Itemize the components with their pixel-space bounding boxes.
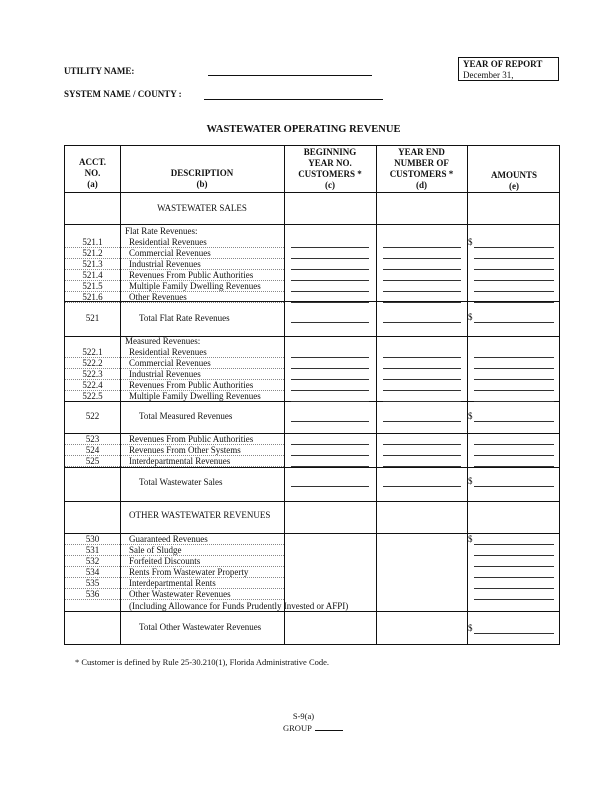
other-536-continued: (Including Allowance for Funds Prudently Invested or AFPI) (129, 601, 349, 611)
flat-rate-row-acct: 521.1 (82, 237, 103, 247)
utility-name-field[interactable] (208, 75, 372, 76)
system-name-field[interactable] (204, 99, 383, 100)
other-revenue-row-desc: Interdepartmental Rents (129, 578, 216, 588)
other-sales-row-desc: Interdepartmental Revenues (129, 456, 231, 466)
entry-field-e[interactable] (474, 280, 554, 281)
other-sales-row-acct: 525 (85, 456, 100, 466)
entry-field-c[interactable] (291, 269, 369, 270)
flat-rate-row-desc: Revenues From Public Authorities (129, 270, 254, 280)
entry-field-e[interactable] (474, 633, 554, 634)
flat-rate-row-acct: 521.5 (82, 281, 103, 291)
entry-field-d[interactable] (383, 322, 461, 323)
flat-rate-row-acct: 521.3 (82, 259, 103, 269)
entry-field-e[interactable] (474, 269, 554, 270)
entry-field-c[interactable] (291, 486, 369, 487)
entry-field-c[interactable] (291, 466, 369, 467)
measured-row-acct: 522.3 (82, 369, 103, 379)
acct-522: 522 (85, 411, 100, 421)
total-wastewater-sales-label: Total Wastewater Sales (139, 477, 223, 487)
other-revenue-row-acct: 531 (85, 545, 100, 555)
entry-field-e[interactable] (474, 466, 554, 467)
flat-rate-row-acct: 521.2 (82, 248, 103, 258)
entry-field-e[interactable] (474, 421, 554, 422)
entry-field-d[interactable] (383, 379, 461, 380)
system-name-label: SYSTEM NAME / COUNTY : (64, 89, 182, 99)
entry-field-e[interactable] (474, 401, 554, 402)
measured-row-desc: Residential Revenues (129, 347, 207, 357)
col-d-header: YEAR END NUMBER OF CUSTOMERS * (d) (389, 147, 454, 190)
dollar-sign: $ (468, 312, 473, 322)
year-of-report-date: December 31, (463, 70, 514, 80)
entry-field-e[interactable] (474, 588, 554, 589)
entry-field-e[interactable] (474, 302, 554, 303)
flat-rate-row-desc: Commercial Revenues (129, 248, 211, 258)
entry-field-c[interactable] (291, 390, 369, 391)
entry-field-c[interactable] (291, 302, 369, 303)
entry-field-e[interactable] (474, 555, 554, 556)
entry-field-c[interactable] (291, 379, 369, 380)
entry-field-e[interactable] (474, 566, 554, 567)
other-revenue-row-desc: Forfeited Discounts (129, 556, 201, 566)
revenue-table (64, 145, 560, 645)
entry-field-d[interactable] (383, 390, 461, 391)
flat-rate-row-acct: 521.4 (82, 270, 103, 280)
entry-field-d[interactable] (383, 466, 461, 467)
entry-field-d[interactable] (383, 401, 461, 402)
dollar-sign: $ (468, 476, 473, 486)
year-of-report-title: YEAR OF REPORT (463, 59, 543, 69)
measured-row-desc: Multiple Family Dwelling Revenues (129, 391, 261, 401)
total-flat-rate-label: Total Flat Rate Revenues (139, 313, 230, 323)
page-number: S-9(a) (292, 711, 315, 721)
entry-field-d[interactable] (383, 247, 461, 248)
entry-field-d[interactable] (383, 444, 461, 445)
entry-field-c[interactable] (291, 258, 369, 259)
measured-row-acct: 522.2 (82, 358, 103, 368)
dollar-sign: $ (468, 534, 473, 544)
other-revenue-row-desc: Rents From Wastewater Property (129, 567, 249, 577)
entry-field-e[interactable] (474, 258, 554, 259)
entry-field-e[interactable] (474, 247, 554, 248)
flat-rate-row-desc: Residential Revenues (129, 237, 207, 247)
other-revenue-row-desc: Guaranteed Revenues (129, 534, 208, 544)
entry-field-e[interactable] (474, 357, 554, 358)
measured-row-desc: Commercial Revenues (129, 358, 211, 368)
measured-row-acct: 522.4 (82, 380, 103, 390)
entry-field-c[interactable] (291, 357, 369, 358)
acct-521: 521 (85, 313, 100, 323)
measured-row-desc: Industrial Revenues (129, 369, 201, 379)
measured-row-acct: 522.5 (82, 391, 103, 401)
flat-rate-row-desc: Multiple Family Dwelling Revenues (129, 281, 261, 291)
utility-name-label: UTILITY NAME: (64, 66, 135, 76)
entry-field-e[interactable] (474, 322, 554, 323)
entry-field-e[interactable] (474, 390, 554, 391)
entry-field-c[interactable] (291, 291, 369, 292)
other-revenue-row-desc: Sale of Sludge (129, 545, 182, 555)
dollar-sign: $ (468, 237, 473, 247)
col-b-header: DESCRIPTION (b) (170, 168, 234, 189)
entry-field-d[interactable] (383, 421, 461, 422)
other-sales-row-desc: Revenues From Other Systems (129, 445, 241, 455)
flat-rate-row-desc: Industrial Revenues (129, 259, 201, 269)
flat-rate-row-desc: Other Revenues (129, 292, 187, 302)
measured-row-desc: Revenues From Public Authorities (129, 380, 254, 390)
col-e-header: AMOUNTS (e) (490, 170, 537, 191)
other-revenue-row-acct: 532 (85, 556, 100, 566)
total-measured-label: Total Measured Revenues (139, 411, 233, 421)
entry-field-e[interactable] (474, 577, 554, 578)
entry-field-c[interactable] (291, 444, 369, 445)
entry-field-d[interactable] (383, 291, 461, 292)
entry-field-c[interactable] (291, 401, 369, 402)
other-sales-row-acct: 524 (85, 445, 100, 455)
entry-field-e[interactable] (474, 455, 554, 456)
section-wastewater-sales: WASTEWATER SALES (157, 203, 247, 213)
entry-field-d[interactable] (383, 486, 461, 487)
group-label: GROUP (283, 723, 343, 733)
dollar-sign: $ (468, 411, 473, 421)
entry-field-d[interactable] (383, 302, 461, 303)
other-revenue-row-acct: 534 (85, 567, 100, 577)
other-revenue-row-rule (65, 599, 284, 600)
page-title: WASTEWATER OPERATING REVENUE (206, 124, 401, 135)
footnote: * Customer is defined by Rule 25-30.210(1), Florida Administrative Code. (75, 657, 330, 667)
entry-field-d[interactable] (383, 258, 461, 259)
entry-field-e[interactable] (474, 368, 554, 369)
other-revenue-row-acct: 535 (85, 578, 100, 588)
entry-field-c[interactable] (291, 280, 369, 281)
entry-field-d[interactable] (383, 455, 461, 456)
entry-field-e[interactable] (474, 544, 554, 545)
entry-field-c[interactable] (291, 455, 369, 456)
entry-field-c[interactable] (291, 421, 369, 422)
flat-rate-row-acct: 521.6 (82, 292, 103, 302)
entry-field-e[interactable] (474, 599, 554, 600)
other-revenue-row-acct: 530 (85, 534, 100, 544)
col-a-header: ACCT. NO. (a) (78, 157, 107, 189)
flat-rate-heading: Flat Rate Revenues: (125, 226, 198, 236)
measured-heading: Measured Revenues: (125, 336, 201, 346)
other-revenue-row-desc: Other Wastewater Revenues (129, 589, 231, 599)
entry-field-c[interactable] (291, 322, 369, 323)
other-revenue-row-acct: 536 (85, 589, 100, 599)
total-other-revenues-label: Total Other Wastewater Revenues (139, 622, 262, 632)
entry-field-d[interactable] (383, 269, 461, 270)
measured-row-acct: 522.1 (82, 347, 103, 357)
other-sales-row-acct: 523 (85, 434, 100, 444)
entry-field-c[interactable] (291, 247, 369, 248)
entry-field-d[interactable] (383, 357, 461, 358)
entry-field-d[interactable] (383, 280, 461, 281)
other-sales-row-desc: Revenues From Public Authorities (129, 434, 254, 444)
entry-field-d[interactable] (383, 368, 461, 369)
entry-field-c[interactable] (291, 368, 369, 369)
entry-field-e[interactable] (474, 291, 554, 292)
flat-rate-row-rule (65, 302, 284, 303)
dollar-sign: $ (468, 623, 473, 633)
entry-field-e[interactable] (474, 486, 554, 487)
entry-field-e[interactable] (474, 444, 554, 445)
group-field[interactable] (315, 730, 343, 731)
section-other-revenues: OTHER WASTEWATER REVENUES (129, 510, 271, 520)
year-of-report-box (458, 57, 559, 81)
col-c-header: BEGINNING YEAR NO. CUSTOMERS * (c) (298, 147, 362, 190)
entry-field-e[interactable] (474, 379, 554, 380)
